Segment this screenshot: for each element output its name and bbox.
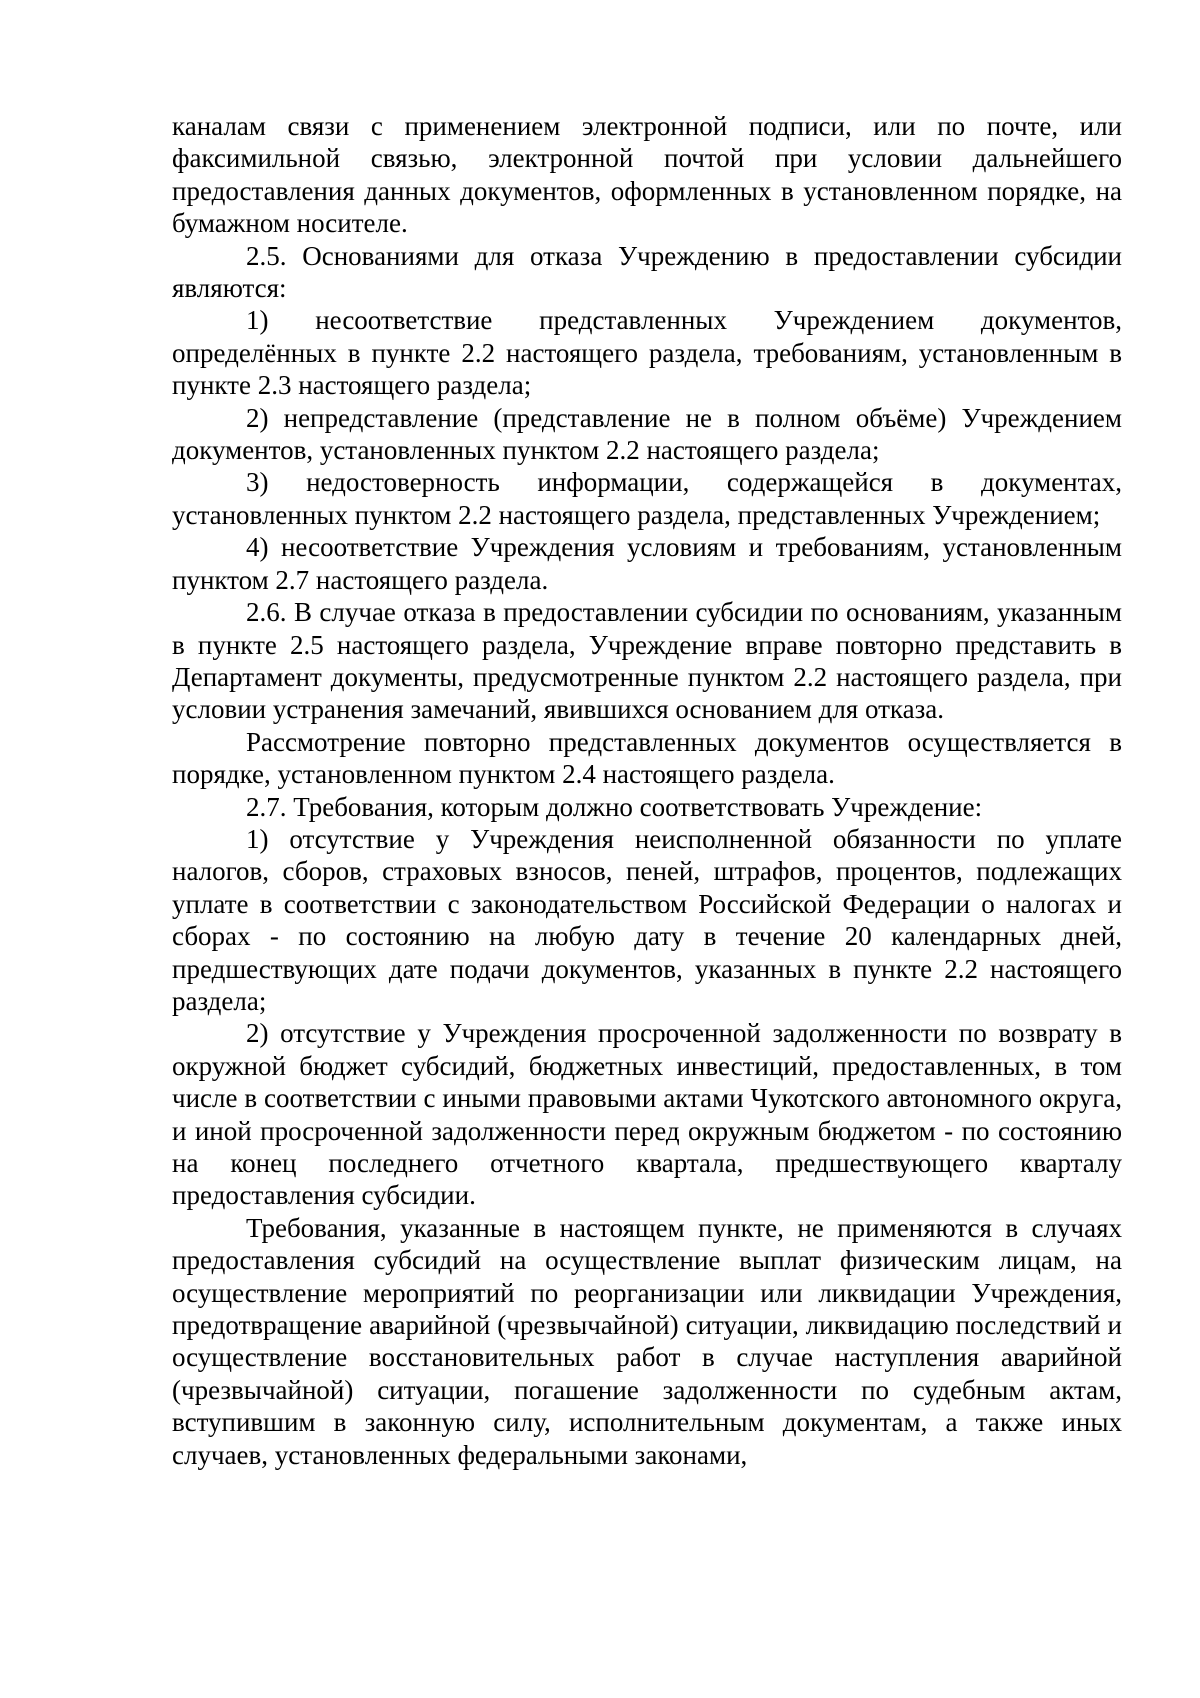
paragraph-2-7-item-1: 1) отсутствие у Учреждения неисполненной обязанности по уплате налогов, сборов, страховых взносов, пеней, штрафов, процентов, подлежащих уплате в соответствии с законодательством Российской Федерации о налогах и сборах - по состоянию на любую дату в течение 20 календарных дней, предшествующих дате подачи документов, указанных в пункте 2.2 настоящего раздела; [172, 823, 1122, 1016]
document-body [172, 110, 1122, 1471]
paragraph-2-7-item-2: 2) отсутствие у Учреждения просроченной задолженности по возврату в окружной бюджет субсидий, бюджетных инвестиций, предоставленных, в том числе в соответствии с иными правовыми актами Чукотского автономного округа, и иной просроченной задолженности перед окружным бюджетом - по состоянию на конец последнего отчетного квартала, предшествующего кварталу предоставления субсидии. [172, 1018, 1122, 1211]
paragraph-2-6: 2.6. В случае отказа в предоставлении субсидии по основаниям, указанным в пункте 2.5 настоящего раздела, Учреждение вправе повторно представить в Департамент документы, предусмотренные пунктом 2.2 настоящего раздела, при условии устранения замечаний, явившихся основанием для отказа. [172, 597, 1122, 725]
paragraph-2-6-review: Рассмотрение повторно представленных документов осуществляется в порядке, установленном пунктом 2.4 настоящего раздела. [172, 726, 1122, 790]
paragraph-continuation: каналам связи с применением электронной подписи, или по почте, или факсимильной связью, электронной почтой при условии дальнейшего предоставления данных документов, оформленных в установленном порядке, на бумажном носителе. [172, 111, 1122, 239]
paragraph-2-5-item-1: 1) несоответствие представленных Учреждением документов, определённых в пункте 2.2 настоящего раздела, требованиям, установленным в пункте 2.3 настоящего раздела; [172, 305, 1122, 401]
paragraph-2-7-heading: 2.7. Требования, которым должно соответствовать Учреждение: [246, 791, 983, 822]
paragraph-2-5-item-2: 2) непредставление (представление не в полном объёме) Учреждением документов, установленных пунктом 2.2 настоящего раздела; [172, 402, 1122, 466]
paragraph-2-5-item-4: 4) несоответствие Учреждения условиям и требованиям, установленным пунктом 2.7 настоящего раздела. [172, 532, 1122, 595]
paragraph-2-5-heading: 2.5. Основаниями для отказа Учреждению в предоставлении субсидии являются: [172, 240, 1122, 304]
paragraph-2-7-exceptions: Требования, указанные в настоящем пункте, не применяются в случаях предоставления субсидий на осуществление выплат физическим лицам, на осуществление мероприятий по реорганизации или ликвидации Учреждения, предотвращение аварийной (чрезвычайной) ситуации, ликвидацию последствий и осуществление восстановительных работ в случае наступления аварийной (чрезвычайной) ситуации, погашение задолженности по судебным актам, вступившим в законную силу, исполнительным документам, а также иных случаев, установленных федеральными законами, [172, 1212, 1122, 1470]
paragraph-2-5-item-3: 3) недостоверность информации, содержащейся в документах, установленных пунктом 2.2 настоящего раздела, представленных Учреждением; [172, 467, 1122, 530]
